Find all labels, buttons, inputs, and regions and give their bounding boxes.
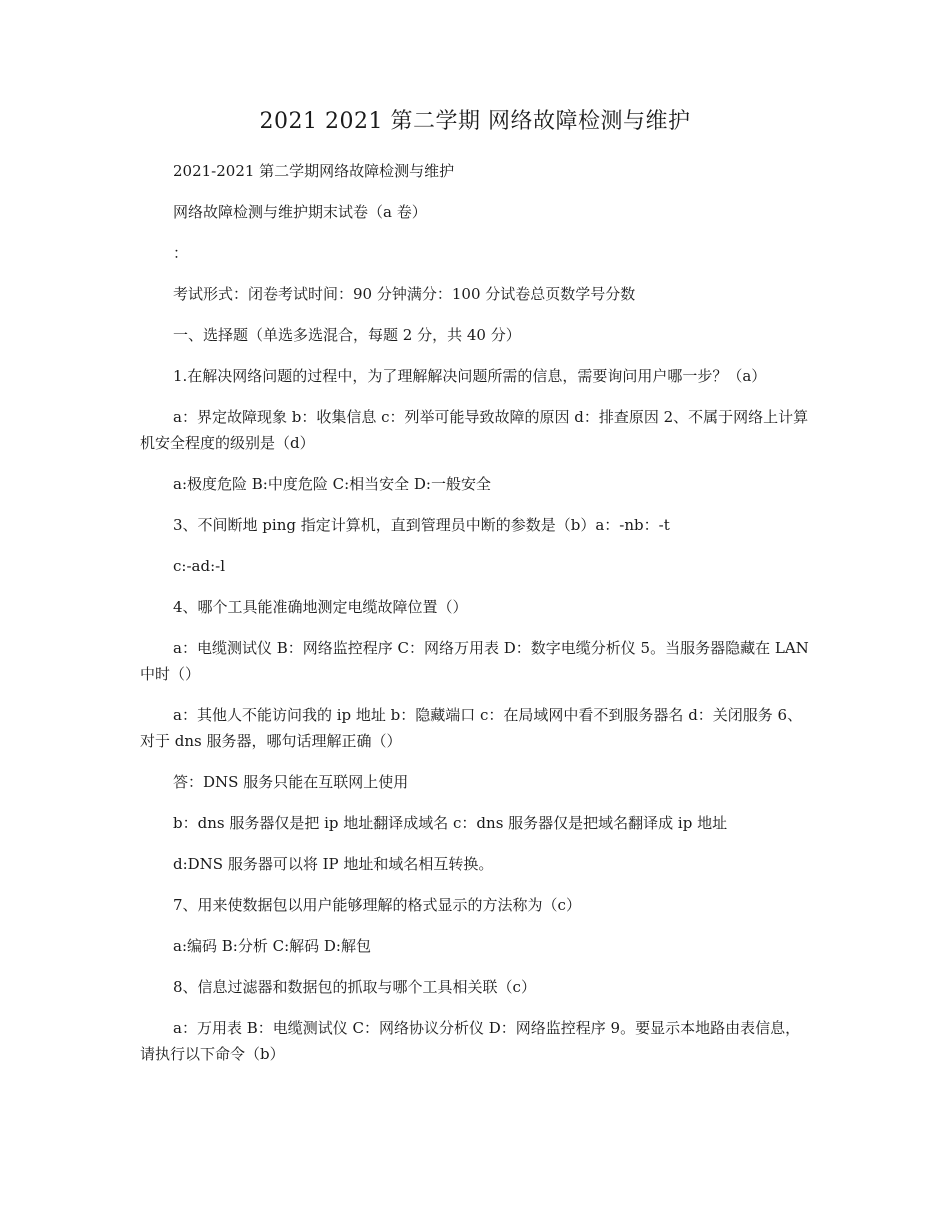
- question-item: 4、哪个工具能准确地测定电缆故障位置（）: [173, 598, 468, 616]
- question-options: a：界定故障现象 b：收集信息 c：列举可能导致故障的原因 d：排查原因 2、不属于网络上计算机安全程度的级别是（d）: [140, 408, 809, 452]
- section-heading: 一、选择题（单选多选混合，每题 2 分，共 40 分）: [173, 326, 521, 344]
- question-options: b：dns 服务器仅是把 ip 地址翻译成域名 c：dns 服务器仅是把域名翻译成 ip 地址: [173, 814, 728, 832]
- question-item: 1.在解决网络问题的过程中，为了理解解决问题所需的信息，需要询问用户哪一步？（a）: [173, 367, 767, 385]
- question-options: c:-ad:-l: [173, 557, 225, 575]
- question-options: a:编码 B:分析 C:解码 D:解包: [173, 937, 371, 955]
- question-options: 答：DNS 服务只能在互联网上使用: [173, 773, 409, 791]
- question-item: 8、信息过滤器和数据包的抓取与哪个工具相关联（c）: [173, 978, 536, 996]
- question-options: a：万用表 B：电缆测试仪 C：网络协议分析仪 D：网络监控程序 9。要显示本地路由表信息，请执行以下命令（b）: [140, 1019, 801, 1063]
- document-body: [140, 158, 810, 1082]
- question-options: a:极度危险 B:中度危险 C:相当安全 D:一般安全: [173, 475, 491, 493]
- paragraph: 网络故障检测与维护期末试卷（a 卷）: [173, 203, 427, 221]
- paragraph: 考试形式：闭卷考试时间：90 分钟满分：100 分试卷总页数学号分数: [173, 285, 636, 303]
- document-title: 2021 2021 第二学期 网络故障检测与维护: [259, 109, 691, 134]
- question-item: 3、不间断地 ping 指定计算机，直到管理员中断的参数是（b）a：-nb：-t: [173, 516, 670, 534]
- question-item: 7、用来使数据包以用户能够理解的格式显示的方法称为（c）: [173, 896, 581, 914]
- question-options: d:DNS 服务器可以将 IP 地址和域名相互转换。: [173, 855, 494, 873]
- paragraph: 2021-2021 第二学期网络故障检测与维护: [173, 162, 455, 180]
- question-options: a：电缆测试仪 B：网络监控程序 C：网络万用表 D：数字电缆分析仪 5。当服务器隐藏在 LAN 中时（）: [140, 639, 809, 683]
- question-options: a：其他人不能访问我的 ip 地址 b：隐藏端口 c：在局域网中看不到服务器名 d：关闭服务 6、对于 dns 服务器，哪句话理解正确（）: [140, 706, 803, 750]
- paragraph: ：: [173, 244, 189, 262]
